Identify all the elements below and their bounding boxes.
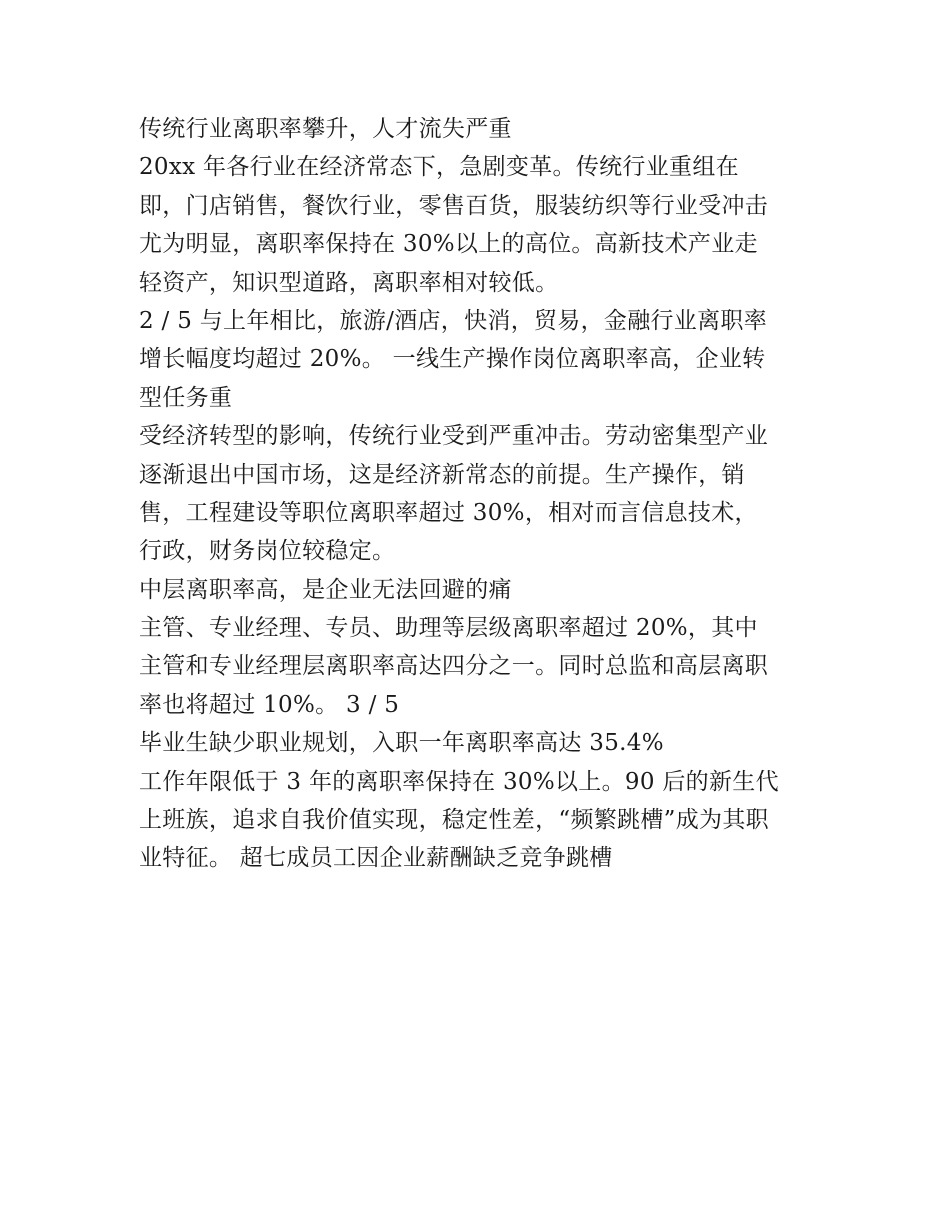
paragraph-line: 逐渐退出中国市场，这是经济新常态的前提。生产操作，销	[139, 461, 745, 488]
paragraph-line: 尤为明显，离职率保持在 30%以上的高位。高新技术产业走	[139, 231, 758, 258]
paragraph-line: 售，工程建设等职位离职率超过 30%，相对而言信息技术，	[139, 499, 758, 526]
section-heading-traditional-industry: 传统行业离职率攀升，人才流失严重	[139, 116, 512, 142]
paragraph-line: 上班族，追求自我价值实现，稳定性差，“频繁跳槽”成为其职	[139, 807, 769, 834]
paragraph-line: 行政，财务岗位较稳定。	[139, 538, 396, 565]
paragraph-line: 轻资产，知识型道路，离职率相对较低。	[139, 269, 559, 296]
section-heading-graduates: 毕业生缺少职业规划，入职一年离职率高达 35.4%	[139, 730, 664, 757]
section-heading-middle-management: 中层离职率高，是企业无法回避的痛	[139, 576, 512, 603]
document-body	[139, 110, 829, 878]
paragraph-line: 主管、专业经理、专员、助理等层级离职率超过 20%，其中	[139, 615, 758, 642]
paragraph-line: 增长幅度均超过 20%。 一线生产操作岗位离职率高，企业转	[139, 346, 766, 373]
paragraph-line: 受经济转型的影响，传统行业受到严重冲击。劳动密集型产业	[139, 423, 769, 450]
paragraph-line: 工作年限低于 3 年的离职率保持在 30%以上。90 后的新生代	[139, 768, 779, 795]
paragraph-line: 即，门店销售，餐饮行业，零售百货，服装纺织等行业受冲击	[139, 192, 769, 219]
paragraph-line: 型任务重	[139, 384, 233, 411]
paragraph-line-page-marker: 率也将超过 10%。 3 / 5	[139, 691, 400, 718]
paragraph-line: 20xx 年各行业在经济常态下，急剧变革。传统行业重组在	[139, 154, 739, 181]
paragraph-line: 业特征。 超七成员工因企业薪酬缺乏竞争跳槽	[139, 845, 613, 872]
paragraph-line: 主管和专业经理层离职率高达四分之一。同时总监和高层离职	[139, 653, 769, 680]
paragraph-line-page-marker: 2 / 5 与上年相比，旅游/酒店，快消，贸易，金融行业离职率	[139, 307, 767, 334]
